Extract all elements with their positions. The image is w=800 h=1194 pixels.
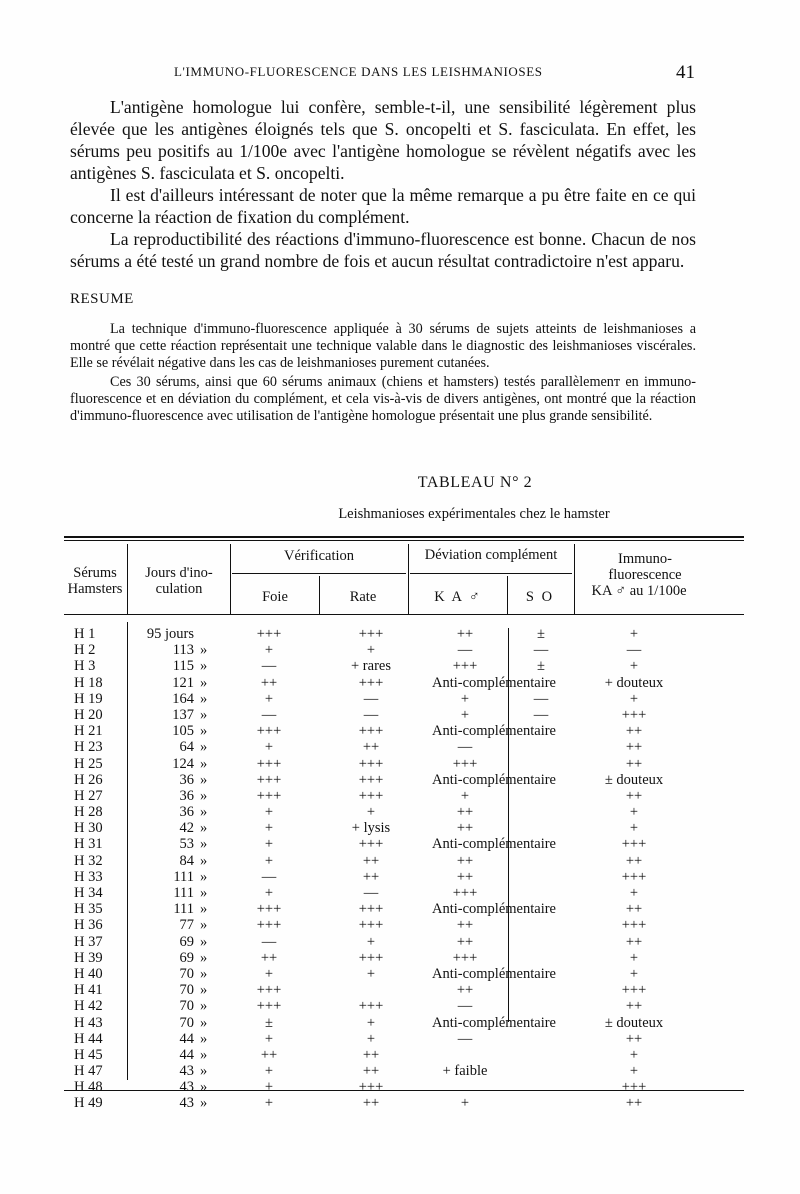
cell-imm: + <box>629 1046 639 1063</box>
cell-imm: +++ <box>621 868 647 885</box>
cell-ka: +++ <box>452 949 478 966</box>
table-row <box>64 950 744 966</box>
cell-unit: » <box>200 658 208 675</box>
table-row <box>64 1047 744 1063</box>
cell-rate: + <box>366 965 376 982</box>
verif-subrule <box>232 573 406 574</box>
cell-foie: + <box>264 739 274 756</box>
cell-imm: ++ <box>625 933 643 950</box>
cell-serum: H 31 <box>74 836 103 853</box>
cell-ka: + faible <box>442 1063 488 1080</box>
cell-foie: +++ <box>256 771 282 788</box>
table-row <box>64 885 744 901</box>
cell-unit: » <box>200 706 208 723</box>
table-row <box>64 772 744 788</box>
cell-jours: 36 <box>179 804 194 821</box>
cell-jours: 115 <box>172 658 194 675</box>
table-row <box>64 626 744 642</box>
cell-foie: — <box>261 868 277 885</box>
cell-so: — <box>533 706 549 723</box>
cell-serum: H 2 <box>74 642 96 659</box>
table-top-rule <box>64 536 744 538</box>
cell-rate: +++ <box>358 1079 384 1096</box>
cell-unit: » <box>200 1046 208 1063</box>
cell-rate: — <box>363 706 379 723</box>
cell-unit: » <box>200 836 208 853</box>
table-row <box>64 820 744 836</box>
cell-so: — <box>533 642 549 659</box>
cell-rate: +++ <box>358 917 384 934</box>
cell-rate: + <box>366 1014 376 1031</box>
cell-span: Anti-complémentaire <box>431 1014 556 1031</box>
cell-foie: + <box>264 690 274 707</box>
cell-imm: ++ <box>625 787 643 804</box>
header-jours: Jours d'ino-culation <box>145 565 213 597</box>
cell-imm: + douteux <box>604 674 664 691</box>
cell-imm: ± douteux <box>604 1014 664 1031</box>
cell-unit: » <box>200 949 208 966</box>
header-rate: Rate <box>349 589 377 605</box>
deviation-subrule <box>410 573 572 574</box>
cell-serum: H 35 <box>74 901 103 918</box>
cell-unit: » <box>200 820 208 837</box>
cell-serum: H 32 <box>74 852 103 869</box>
header-immuno-sub: KA ♂ au 1/100e <box>591 583 687 599</box>
cell-foie: +++ <box>256 917 282 934</box>
cell-foie: +++ <box>256 787 282 804</box>
cell-foie: +++ <box>256 723 282 740</box>
cell-serum: H 45 <box>74 1046 103 1063</box>
cell-rate: +++ <box>358 998 384 1015</box>
cell-serum: H 3 <box>74 658 96 675</box>
cell-imm: ± douteux <box>604 771 664 788</box>
cell-ka: +++ <box>452 658 478 675</box>
table-row <box>64 707 744 723</box>
cell-serum: H 19 <box>74 690 103 707</box>
abstract-paragraph-2: Ces 30 sérums, ainsi que 60 sérums animaux (chiens et hamsters) testés parallèlemenт en immuno-fluorescence et en déviation du complément, et cela vis-à-vis de divers antigènes, ont montré que la réaction d'immuno-fluorescence avec utilisation de l'antigène homologue présentait une plus grande sensibilité. <box>70 374 696 424</box>
table-row <box>64 853 744 869</box>
cell-foie: ± <box>265 1014 273 1031</box>
cell-imm: ++ <box>625 1030 643 1047</box>
col-divider-3 <box>408 544 409 614</box>
cell-serum: H 28 <box>74 804 103 821</box>
col-divider-1 <box>127 544 128 614</box>
cell-imm: + <box>629 804 639 821</box>
cell-so: ± <box>537 658 545 675</box>
cell-jours: 64 <box>179 739 194 756</box>
cell-serum: H 48 <box>74 1079 103 1096</box>
cell-foie: — <box>261 706 277 723</box>
cell-foie: — <box>261 658 277 675</box>
cell-serum: H 1 <box>74 626 96 642</box>
cell-jours: 53 <box>179 836 194 853</box>
cell-ka: ++ <box>456 917 474 934</box>
cell-serum: H 37 <box>74 933 103 950</box>
table-row <box>64 1031 744 1047</box>
cell-ka: + <box>460 1095 470 1112</box>
cell-foie: + <box>264 820 274 837</box>
cell-rate: + lysis <box>351 820 391 837</box>
cell-foie: +++ <box>256 982 282 999</box>
table-body <box>64 626 744 1112</box>
cell-rate: +++ <box>358 787 384 804</box>
cell-foie: + <box>264 642 274 659</box>
table-row <box>64 1079 744 1095</box>
cell-imm: + <box>629 820 639 837</box>
cell-imm: + <box>629 949 639 966</box>
table-row <box>64 934 744 950</box>
cell-jours: 44 <box>179 1030 194 1047</box>
header-foie: Foie <box>262 589 288 605</box>
cell-jours: 42 <box>179 820 194 837</box>
cell-jours: 70 <box>179 998 194 1015</box>
table-row <box>64 1063 744 1079</box>
header-so: S O <box>525 589 555 605</box>
cell-foie: + <box>264 1063 274 1080</box>
cell-unit: » <box>200 690 208 707</box>
header-immuno: Immuno-fluorescence <box>608 551 682 583</box>
page-number: 41 <box>676 62 695 83</box>
cell-jours: 124 <box>172 755 194 772</box>
cell-jours: 69 <box>179 933 194 950</box>
cell-ka: — <box>457 1030 473 1047</box>
cell-span: Anti-complémentaire <box>431 965 556 982</box>
table-row <box>64 675 744 691</box>
cell-rate: ++ <box>362 852 380 869</box>
cell-unit: » <box>200 723 208 740</box>
cell-foie: + <box>264 885 274 901</box>
cell-jours: 44 <box>179 1046 194 1063</box>
table-top-rule-2 <box>64 540 744 541</box>
cell-unit: » <box>200 917 208 934</box>
cell-unit: » <box>200 674 208 691</box>
cell-unit: » <box>200 1063 208 1080</box>
cell-foie: +++ <box>256 626 282 642</box>
cell-foie: ++ <box>260 674 278 691</box>
cell-foie: ± <box>265 1079 273 1096</box>
cell-rate: — <box>363 885 379 901</box>
paragraph-3: La reproductibilité des réactions d'immuno-fluorescence est bonne. Chacun de nos sérums a été testé un grand nombre de fois et aucun résultat contradictoire n'est apparu. <box>70 229 696 271</box>
cell-jours: 95 jours <box>146 626 194 642</box>
cell-imm: — <box>626 642 642 659</box>
cell-rate: +++ <box>358 626 384 642</box>
table-row <box>64 869 744 885</box>
cell-jours: 111 <box>173 868 194 885</box>
cell-ka: +++ <box>452 885 478 901</box>
cell-foie: + <box>264 852 274 869</box>
cell-rate: + <box>366 642 376 659</box>
cell-rate: ++ <box>362 1095 380 1112</box>
cell-serum: H 49 <box>74 1095 103 1112</box>
cell-imm: ++ <box>625 1095 643 1112</box>
cell-unit: » <box>200 771 208 788</box>
cell-rate: ++ <box>362 868 380 885</box>
table-row <box>64 756 744 772</box>
cell-jours: 43 <box>179 1095 194 1112</box>
cell-serum: H 34 <box>74 885 103 901</box>
cell-imm: +++ <box>621 1079 647 1096</box>
table-row <box>64 982 744 998</box>
cell-imm: ++ <box>625 755 643 772</box>
body-text <box>70 96 696 272</box>
cell-imm: + <box>629 885 639 901</box>
table-row <box>64 998 744 1014</box>
cell-imm: + <box>629 658 639 675</box>
cell-foie: +++ <box>256 998 282 1015</box>
cell-rate: +++ <box>358 755 384 772</box>
cell-foie: +++ <box>256 901 282 918</box>
cell-span: Anti-complémentaire <box>431 836 556 853</box>
table-row <box>64 917 744 933</box>
cell-jours: 105 <box>172 723 194 740</box>
cell-unit: » <box>200 642 208 659</box>
cell-unit: » <box>200 1079 208 1096</box>
header-deviation: Déviation complément <box>424 547 558 563</box>
cell-jours: 77 <box>179 917 194 934</box>
cell-jours: 111 <box>173 885 194 901</box>
cell-span: Anti-complémentaire <box>431 901 556 918</box>
cell-serum: H 41 <box>74 982 103 999</box>
cell-span: Anti-complémentaire <box>431 771 556 788</box>
cell-ka: ++ <box>456 804 474 821</box>
cell-serum: H 39 <box>74 949 103 966</box>
cell-jours: 69 <box>179 949 194 966</box>
cell-foie: ++ <box>260 1046 278 1063</box>
cell-rate: +++ <box>358 836 384 853</box>
cell-foie: +++ <box>256 755 282 772</box>
cell-serum: H 40 <box>74 965 103 982</box>
cell-imm: +++ <box>621 836 647 853</box>
cell-imm: +++ <box>621 917 647 934</box>
cell-span: Anti-complémentaire <box>431 674 556 691</box>
cell-jours: 137 <box>172 706 194 723</box>
cell-serum: H 30 <box>74 820 103 837</box>
table-row <box>64 1095 744 1111</box>
cell-jours: 70 <box>179 1014 194 1031</box>
cell-jours: 43 <box>179 1063 194 1080</box>
cell-imm: + <box>629 965 639 982</box>
header-verification: Vérification <box>283 548 355 564</box>
cell-unit: » <box>200 1030 208 1047</box>
cell-serum: H 33 <box>74 868 103 885</box>
abstract-paragraph-1: La technique d'immuno-fluorescence appliquée à 30 sérums de sujets atteints de leishmanioses a montré que cette réaction représentait une technique valable dans le diagnostic des leishmanioses viscérales. Elle se révélait négative dans les cas de leishmanioses purement cutanées. <box>70 321 696 371</box>
cell-unit: » <box>200 739 208 756</box>
cell-rate: +++ <box>358 674 384 691</box>
table-row <box>64 788 744 804</box>
cell-rate: ++ <box>362 1046 380 1063</box>
cell-unit: » <box>200 901 208 918</box>
resume-heading: RESUME <box>70 291 134 307</box>
cell-ka: +++ <box>452 755 478 772</box>
abstract <box>70 321 696 427</box>
cell-ka: ++ <box>456 868 474 885</box>
cell-rate: + <box>366 933 376 950</box>
cell-ka: ++ <box>456 933 474 950</box>
header-serums: Sérums Hamsters <box>67 565 123 597</box>
cell-rate: — <box>363 690 379 707</box>
cell-serum: H 26 <box>74 771 103 788</box>
cell-imm: +++ <box>621 982 647 999</box>
header-ka: K A ♂ <box>434 589 482 605</box>
running-title: L'IMMUNO-FLUORESCENCE DANS LES LEISHMANIOSES <box>174 64 543 79</box>
cell-foie: + <box>264 965 274 982</box>
cell-ka: — <box>457 998 473 1015</box>
cell-jours: 111 <box>173 901 194 918</box>
cell-imm: ++ <box>625 901 643 918</box>
cell-unit: » <box>200 1095 208 1112</box>
table-row <box>64 723 744 739</box>
cell-rate: ++ <box>362 1063 380 1080</box>
cell-jours: 113 <box>172 642 194 659</box>
cell-jours: 36 <box>179 771 194 788</box>
cell-imm: + <box>629 690 639 707</box>
cell-unit: » <box>200 852 208 869</box>
cell-rate: +++ <box>358 949 384 966</box>
cell-jours: 70 <box>179 965 194 982</box>
table-row <box>64 804 744 820</box>
cell-unit: » <box>200 885 208 901</box>
cell-serum: H 36 <box>74 917 103 934</box>
cell-foie: + <box>264 804 274 821</box>
cell-unit: » <box>200 1014 208 1031</box>
cell-ka: ++ <box>456 852 474 869</box>
table-title-text: TABLEAU N° 2 <box>417 474 533 491</box>
cell-unit: » <box>200 998 208 1015</box>
cell-foie: — <box>261 933 277 950</box>
cell-rate: + rares <box>351 658 391 675</box>
cell-so: — <box>533 690 549 707</box>
cell-imm: ++ <box>625 998 643 1015</box>
cell-jours: 84 <box>179 852 194 869</box>
cell-unit: » <box>200 787 208 804</box>
cell-span: Anti-complémentaire <box>431 723 556 740</box>
cell-rate: +++ <box>358 723 384 740</box>
cell-foie: + <box>264 1095 274 1112</box>
table-row <box>64 901 744 917</box>
cell-serum: H 44 <box>74 1030 103 1047</box>
cell-foie: ++ <box>260 949 278 966</box>
cell-ka: + <box>460 787 470 804</box>
cell-serum: H 18 <box>74 674 103 691</box>
col-divider-2 <box>230 544 231 614</box>
cell-imm: ++ <box>625 739 643 756</box>
cell-imm: + <box>629 626 639 642</box>
cell-imm: ++ <box>625 723 643 740</box>
cell-serum: H 42 <box>74 998 103 1015</box>
cell-serum: H 47 <box>74 1063 103 1080</box>
table-row <box>64 658 744 674</box>
table-title <box>0 474 800 492</box>
table-row <box>64 642 744 658</box>
table-caption <box>0 506 800 523</box>
cell-imm: +++ <box>621 706 647 723</box>
cell-foie: + <box>264 836 274 853</box>
cell-rate: + <box>366 804 376 821</box>
cell-jours: 121 <box>172 674 194 691</box>
cell-serum: H 43 <box>74 1014 103 1031</box>
cell-serum: H 21 <box>74 723 103 740</box>
cell-ka: ++ <box>456 626 474 642</box>
cell-unit: » <box>200 982 208 999</box>
cell-rate: ++ <box>362 739 380 756</box>
cell-rate: +++ <box>358 901 384 918</box>
running-head <box>0 62 800 86</box>
cell-serum: H 25 <box>74 755 103 772</box>
cell-ka: ++ <box>456 982 474 999</box>
cell-rate: +++ <box>358 771 384 788</box>
cell-unit: » <box>200 868 208 885</box>
col-divider-4 <box>574 544 575 614</box>
cell-unit: » <box>200 965 208 982</box>
table-row <box>64 966 744 982</box>
cell-so: ± <box>537 626 545 642</box>
cell-unit: » <box>200 804 208 821</box>
cell-jours: 36 <box>179 787 194 804</box>
cell-ka: — <box>457 739 473 756</box>
cell-rate: + <box>366 1030 376 1047</box>
table-caption-text: Leishmanioses expérimentales chez le hamster <box>338 506 610 522</box>
cell-ka: ++ <box>456 820 474 837</box>
cell-foie: + <box>264 1030 274 1047</box>
cell-serum: H 20 <box>74 706 103 723</box>
header-bottom-rule <box>64 614 744 615</box>
paragraph-1: L'antigène homologue lui confère, semble-t-il, une sensibilité légèrement plus élevée que les antigènes éloignés tels que S. oncopelti et S. fasciculata. En effet, les sérums peu positifs au 1/100e avec l'antigène homologue se révèlent négatifs avec les antigènes S. fasciculata et S. oncopelti. <box>70 97 696 183</box>
cell-ka: + <box>460 690 470 707</box>
cell-jours: 43 <box>179 1079 194 1096</box>
table-row <box>64 691 744 707</box>
cell-serum: H 23 <box>74 739 103 756</box>
cell-unit: » <box>200 933 208 950</box>
table-row <box>64 1015 744 1031</box>
cell-serum: H 27 <box>74 787 103 804</box>
paragraph-2: Il est d'ailleurs intéressant de noter que la même remarque a pu être faite en ce qui concerne la réaction de fixation du complément. <box>70 185 696 227</box>
cell-jours: 70 <box>179 982 194 999</box>
cell-ka: — <box>457 642 473 659</box>
table-row <box>64 836 744 852</box>
cell-jours: 164 <box>172 690 194 707</box>
cell-imm: ++ <box>625 852 643 869</box>
cell-imm: + <box>629 1063 639 1080</box>
table-row <box>64 739 744 755</box>
cell-ka: + <box>460 706 470 723</box>
cell-unit: » <box>200 755 208 772</box>
